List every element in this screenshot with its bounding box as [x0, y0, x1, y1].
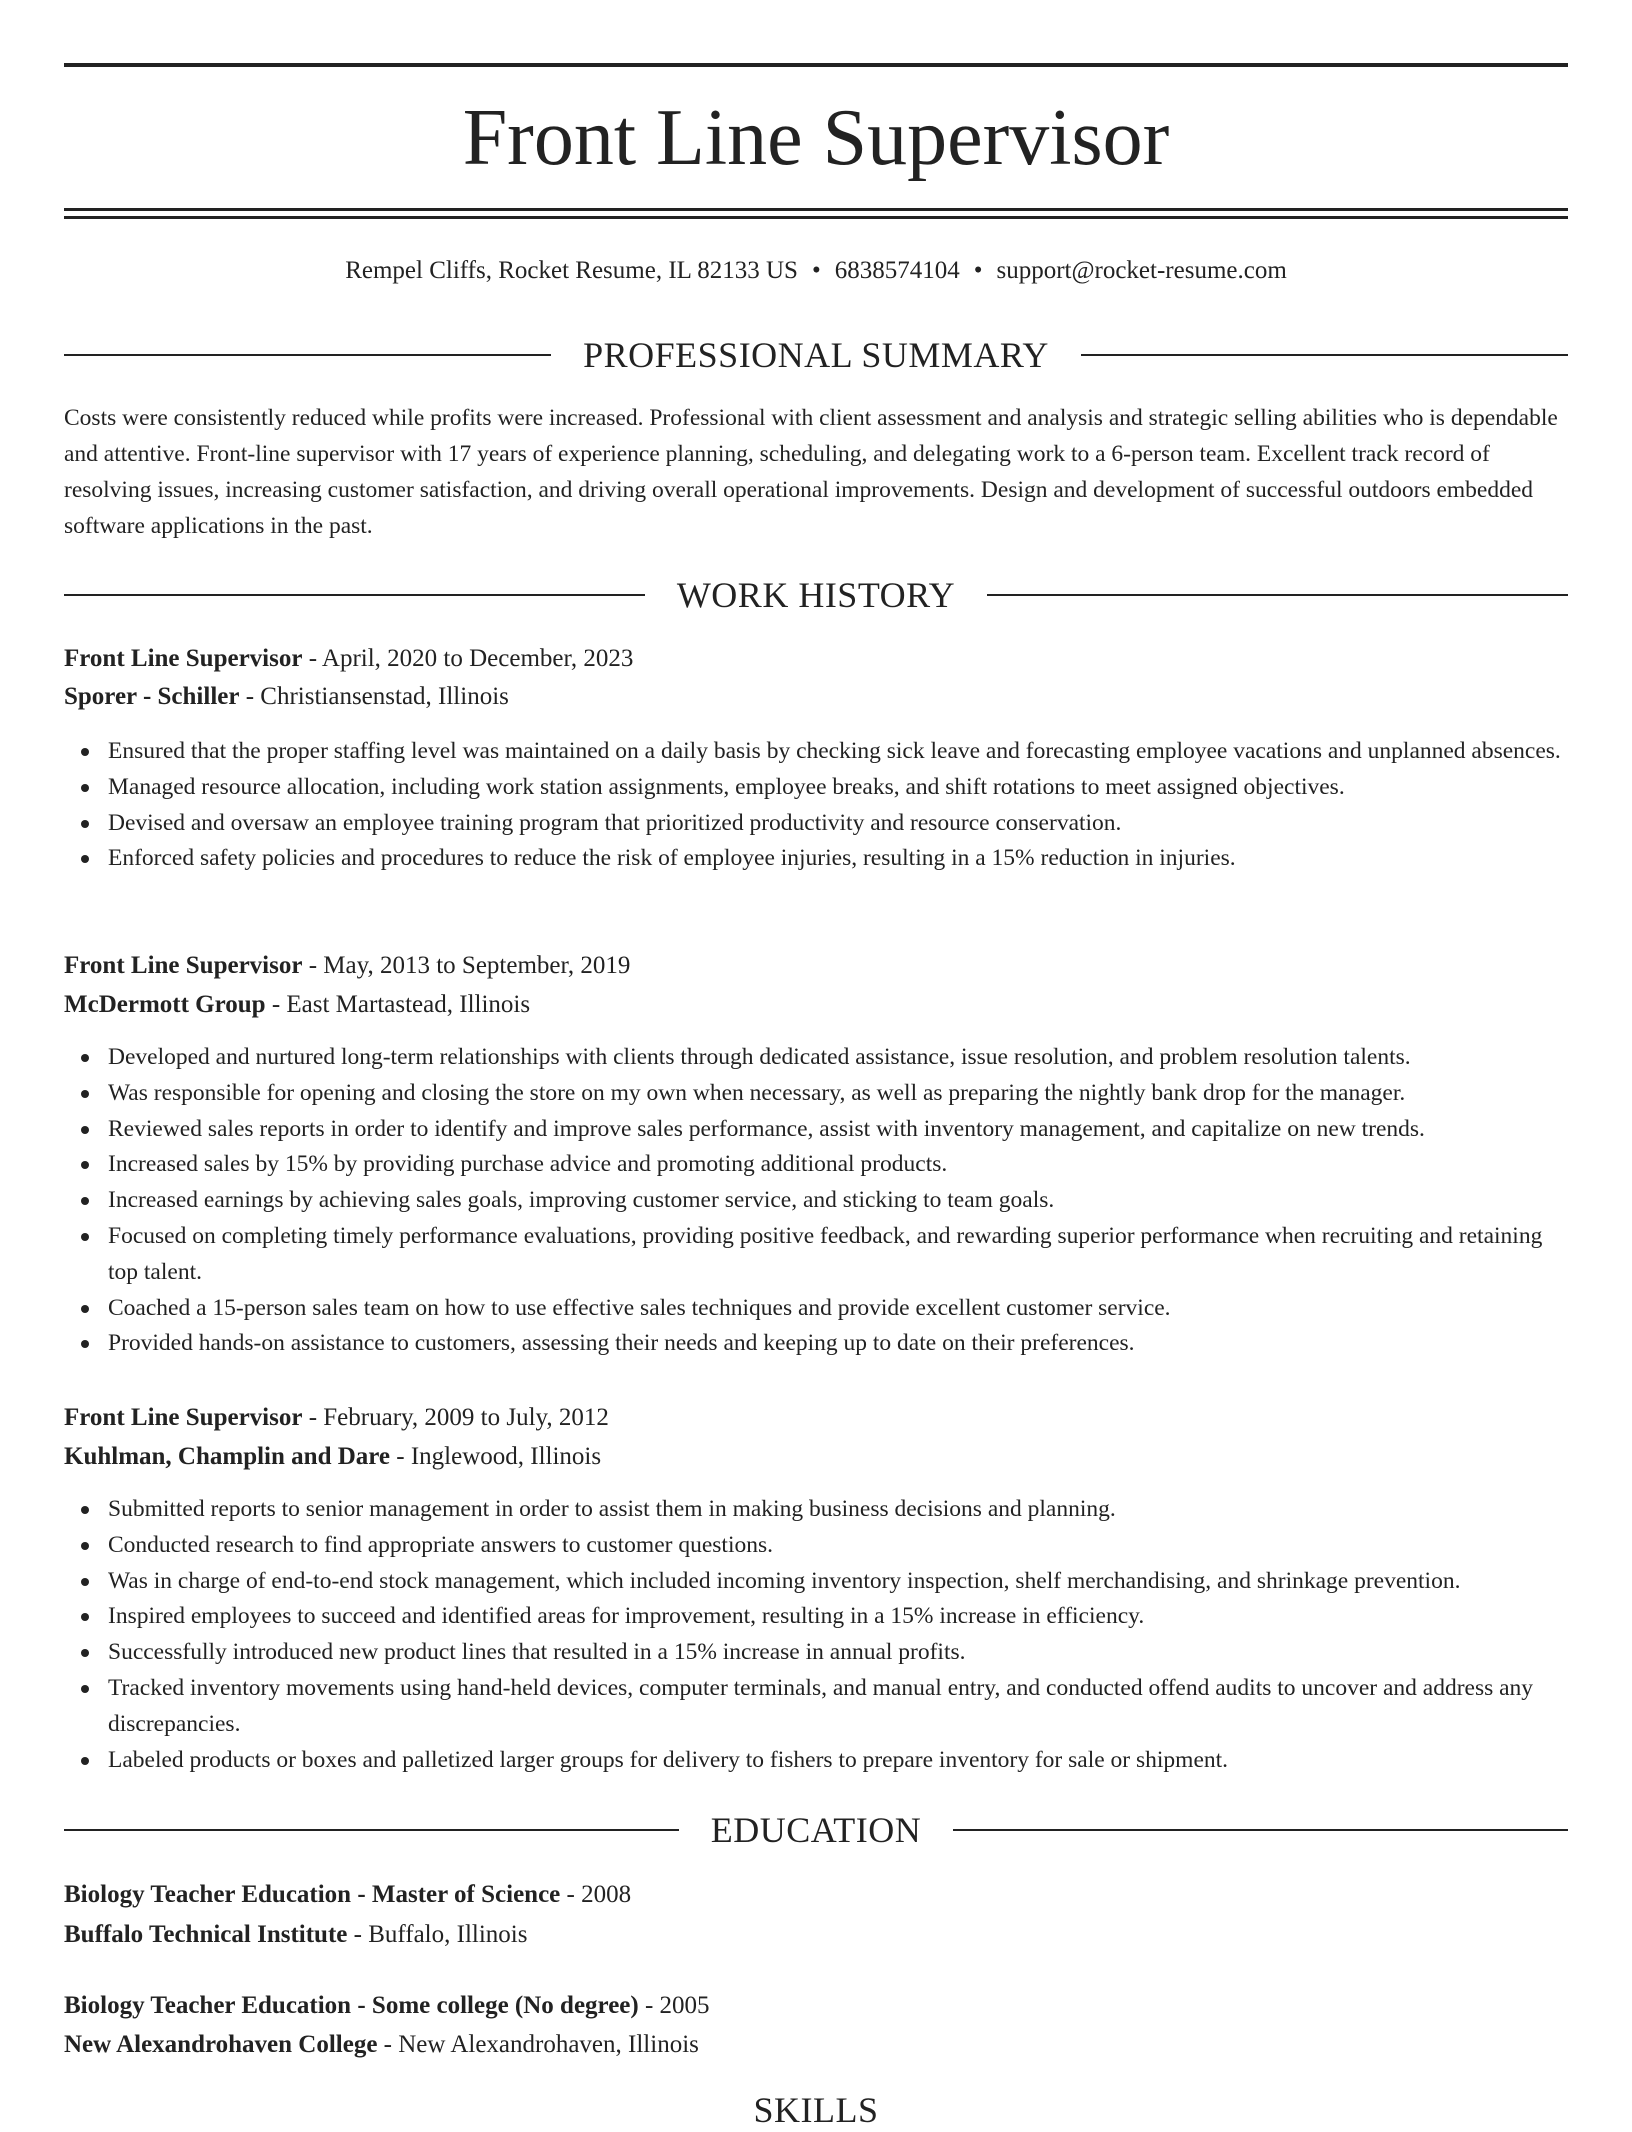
- education-school: New Alexandrohaven College: [64, 2031, 378, 2058]
- job-title: Front Line Supervisor: [64, 645, 303, 672]
- education-school-line: [64, 1918, 1568, 1952]
- divider: [64, 594, 645, 596]
- job-dates: - April, 2020 to December, 2023: [302, 645, 634, 672]
- contact-address: Rempel Cliffs, Rocket Resume, IL 82133 US: [345, 257, 798, 284]
- section-heading-summary: [64, 333, 1568, 377]
- divider: [1081, 354, 1568, 356]
- header-bottom-rule: [64, 208, 1568, 211]
- section-heading-education: [64, 1808, 1568, 1852]
- job-bullets: [64, 734, 1568, 877]
- section-heading-work-history: [64, 573, 1568, 617]
- education-location: - New Alexandrohaven, Illinois: [377, 2031, 699, 2058]
- job-company: McDermott Group: [64, 991, 266, 1018]
- job-dates: - May, 2013 to September, 2019: [302, 952, 631, 979]
- education-degree-line: [64, 1989, 1568, 2023]
- list-item: Successfully introduced new product lines that resulted in a 15% increase in annual profits.: [108, 1635, 1568, 1671]
- education-school: Buffalo Technical Institute: [64, 1921, 348, 1948]
- list-item: Was responsible for opening and closing the store on my own when necessary, as well as preparing the nightly bank drop for the manager.: [108, 1076, 1568, 1112]
- section-title: SKILLS: [753, 2090, 879, 2130]
- divider: [953, 1829, 1568, 1831]
- divider: [64, 1829, 679, 1831]
- contact-separator: •: [973, 257, 983, 284]
- job-title-line: [64, 949, 1568, 983]
- list-item: Managed resource allocation, including work station assignments, employee breaks, and shift rotations to meet assigned objectives.: [108, 770, 1568, 806]
- list-item: Labeled products or boxes and palletized larger groups for delivery to fishers to prepare inventory for sale or shipment.: [108, 1743, 1568, 1779]
- contact-separator: •: [811, 257, 821, 284]
- list-item: Provided hands-on assistance to customers, assessing their needs and keeping up to date on their preferences.: [108, 1326, 1568, 1362]
- education-location: - Buffalo, Illinois: [347, 1921, 528, 1948]
- job-company-line: [64, 1440, 1568, 1474]
- header-bottom-rule-2: [64, 216, 1568, 219]
- job-location: - Christiansenstad, Illinois: [239, 683, 509, 710]
- list-item: Developed and nurtured long-term relationships with clients through dedicated assistance, issue resolution, and problem resolution talents.: [108, 1040, 1568, 1076]
- divider: [987, 594, 1568, 596]
- list-item: Submitted reports to senior management in order to assist them in making business decisions and planning.: [108, 1492, 1568, 1528]
- header-top-rule: [64, 63, 1568, 67]
- list-item: Inspired employees to succeed and identified areas for improvement, resulting in a 15% increase in efficiency.: [108, 1599, 1568, 1635]
- job-title: Front Line Supervisor: [64, 952, 303, 979]
- education-degree-line: [64, 1878, 1568, 1912]
- summary-text: Costs were consistently reduced while profits were increased. Professional with client assessment and analysis and strategic selling abilities who is dependable and attentive. Front-line supervisor with 17 years of experience planning, scheduling, and delegating work to a 6-person team. Excellent track record of resolving issues, increasing customer satisfaction, and driving overall operational improvements. Design and development of successful outdoors embedded software applications in the past.: [64, 405, 1558, 539]
- education-school-line: [64, 2028, 1568, 2062]
- job-company: Sporer - Schiller: [64, 683, 240, 710]
- education-degree: Biology Teacher Education - Master of Science: [64, 1881, 561, 1908]
- list-item: Conducted research to find appropriate answers to customer questions.: [108, 1528, 1568, 1564]
- job-bullets: [64, 1040, 1568, 1362]
- job-company: Kuhlman, Champlin and Dare: [64, 1443, 391, 1470]
- resume-name: Front Line Supervisor: [462, 94, 1170, 182]
- job-title-line: [64, 1401, 1568, 1435]
- list-item: Focused on completing timely performance evaluations, providing positive feedback, and rewarding superior performance when recruiting and retaining top talent.: [108, 1219, 1568, 1291]
- education-degree: Biology Teacher Education - Some college (No degree): [64, 1992, 639, 2019]
- job-company-line: [64, 680, 1568, 714]
- contact-line: [64, 254, 1568, 288]
- list-item: Increased sales by 15% by providing purchase advice and promoting additional products.: [108, 1147, 1568, 1183]
- job-dates: - February, 2009 to July, 2012: [302, 1404, 609, 1431]
- job-title: Front Line Supervisor: [64, 1404, 303, 1431]
- job-title-line: [64, 642, 1568, 676]
- section-heading-skills: [64, 2088, 1568, 2132]
- job-location: - East Martastead, Illinois: [265, 991, 531, 1018]
- section-title: PROFESSIONAL SUMMARY: [583, 335, 1049, 375]
- education-year: - 2008: [560, 1881, 632, 1908]
- list-item: Enforced safety policies and procedures to reduce the risk of employee injuries, resulting in a 15% reduction in injuries.: [108, 841, 1568, 877]
- job-bullets: [64, 1492, 1568, 1778]
- list-item: Tracked inventory movements using hand-held devices, computer terminals, and manual entry, and conducted offend audits to uncover and address any discrepancies.: [108, 1671, 1568, 1743]
- divider: [64, 354, 551, 356]
- section-title: WORK HISTORY: [676, 575, 956, 615]
- contact-phone: 6838574104: [834, 257, 960, 284]
- list-item: Devised and oversaw an employee training program that prioritized productivity and resource conservation.: [108, 806, 1568, 842]
- list-item: Was in charge of end-to-end stock management, which included incoming inventory inspection, shelf merchandising, and shrinkage prevention.: [108, 1564, 1568, 1600]
- list-item: Reviewed sales reports in order to identify and improve sales performance, assist with inventory management, and capitalize on new trends.: [108, 1112, 1568, 1148]
- list-item: Coached a 15-person sales team on how to use effective sales techniques and provide excellent customer service.: [108, 1291, 1568, 1327]
- job-location: - Inglewood, Illinois: [390, 1443, 602, 1470]
- section-title: EDUCATION: [710, 1810, 922, 1850]
- list-item: Increased earnings by achieving sales goals, improving customer service, and sticking to team goals.: [108, 1183, 1568, 1219]
- job-company-line: [64, 988, 1568, 1022]
- contact-email: support@rocket-resume.com: [996, 257, 1287, 284]
- list-item: Ensured that the proper staffing level was maintained on a daily basis by checking sick leave and forecasting employee vacations and unplanned absences.: [108, 734, 1568, 770]
- education-year: - 2005: [638, 1992, 710, 2019]
